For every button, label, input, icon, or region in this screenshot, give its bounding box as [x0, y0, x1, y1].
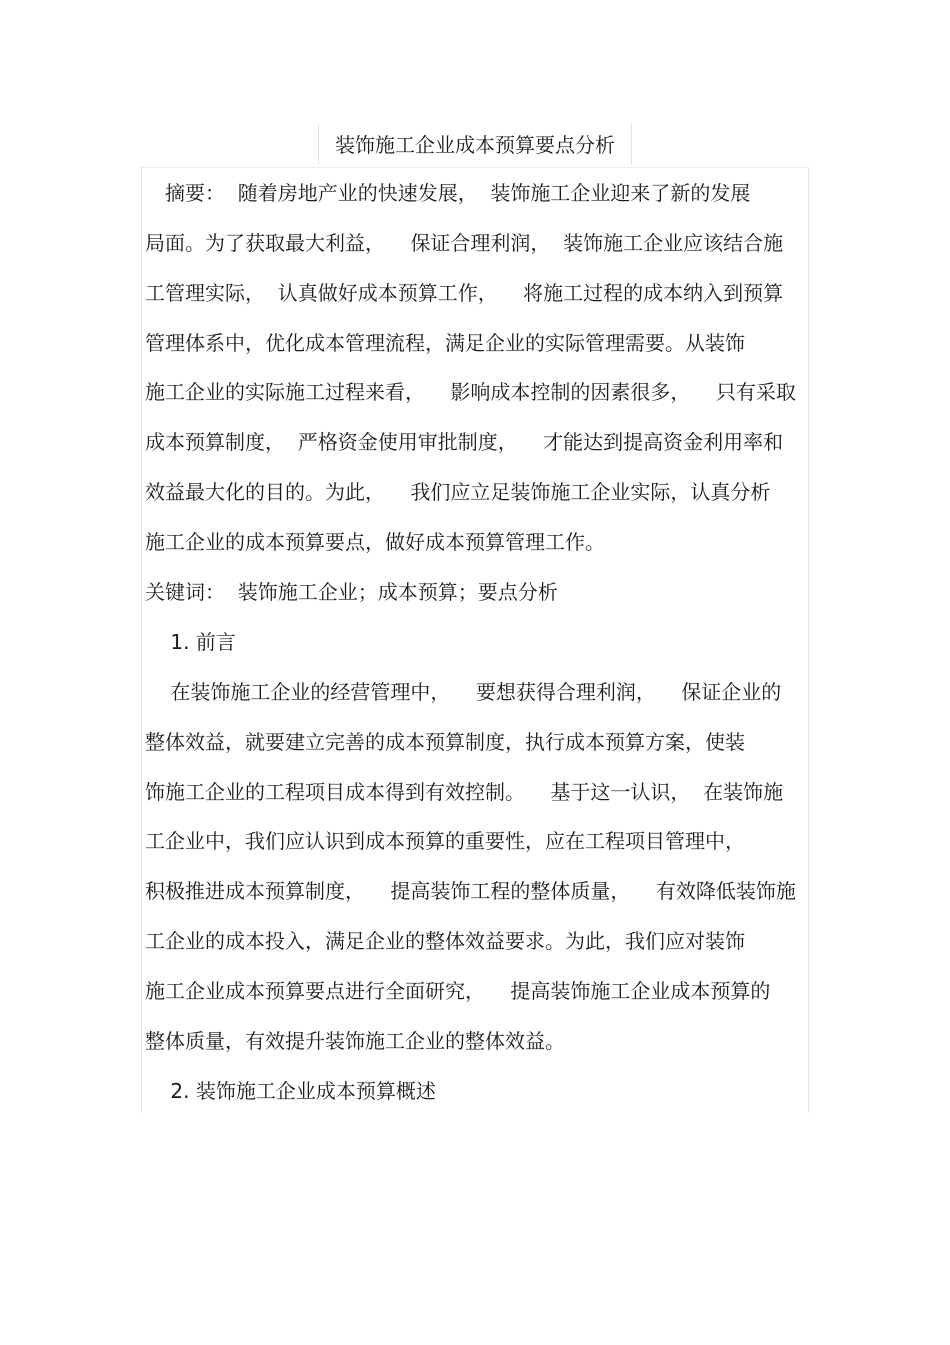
section-heading-2: 2. 装饰施工企业成本预算概述 [145, 1079, 436, 1103]
paragraph-line-7: 施工企业成本预算要点进行全面研究， 提高装饰施工企业成本预算的 [145, 979, 771, 1003]
document-title: 装饰施工企业成本预算要点分析 [335, 133, 615, 157]
abstract-line-8: 施工企业的成本预算要点，做好成本预算管理工作。 [145, 530, 605, 554]
abstract-line-3: 工管理实际， 认真做好成本预算工作， 将施工过程的成本纳入到预算 [145, 281, 784, 305]
title-frame [318, 124, 632, 164]
abstract-line-6: 成本预算制度， 严格资金使用审批制度， 才能达到提高资金利用率和 [145, 430, 784, 454]
body-frame [141, 167, 809, 1113]
paragraph-line-4: 工企业中，我们应认识到成本预算的重要性，应在工程项目管理中， [145, 829, 745, 853]
abstract-line-4: 管理体系中，优化成本管理流程，满足企业的实际管理需要。从装饰 [145, 331, 745, 355]
section-heading-1: 1. 前言 [145, 630, 236, 654]
paragraph-line-3: 饰施工企业的工程项目成本得到有效控制。 基于这一认识， 在装饰施 [145, 780, 784, 804]
paragraph-line-6: 工企业的成本投入，满足企业的整体效益要求。为此，我们应对装饰 [145, 929, 745, 953]
abstract-line-1: 摘要： 随着房地产业的快速发展， 装饰施工企业迎来了新的发展 [145, 181, 751, 205]
keywords-line: 关键词： 装饰施工企业；成本预算；要点分析 [145, 580, 558, 604]
paragraph-line-5: 积极推进成本预算制度， 提高装饰工程的整体质量， 有效降低装饰施 [145, 879, 796, 903]
abstract-line-7: 效益最大化的目的。为此， 我们应立足装饰施工企业实际，认真分析 [145, 480, 771, 504]
paragraph-line-1: 在装饰施工企业的经营管理中， 要想获得合理利润， 保证企业的 [145, 680, 782, 704]
abstract-line-2: 局面。为了获取最大利益， 保证合理利润， 装饰施工企业应该结合施 [145, 231, 784, 255]
paragraph-line-8: 整体质量，有效提升装饰施工企业的整体效益。 [145, 1029, 565, 1053]
abstract-line-5: 施工企业的实际施工过程来看， 影响成本控制的因素很多， 只有采取 [145, 380, 796, 404]
paragraph-line-2: 整体效益，就要建立完善的成本预算制度，执行成本预算方案，使装 [145, 730, 745, 754]
